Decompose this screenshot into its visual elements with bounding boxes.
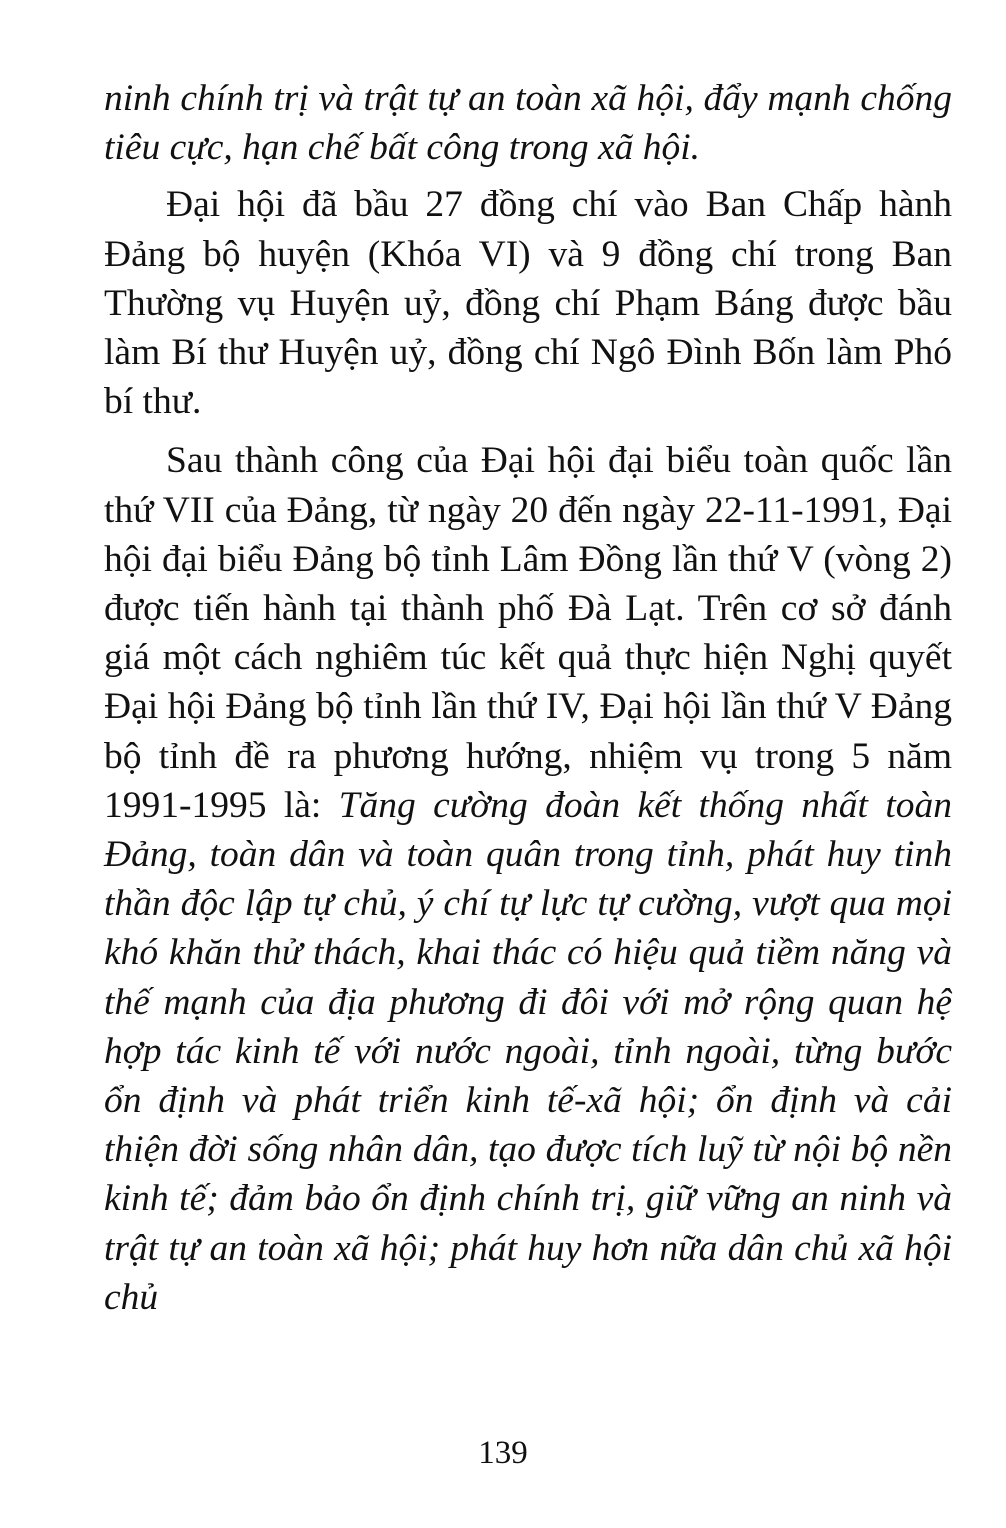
- paragraph-election: Đại hội đã bầu 27 đồng chí vào Ban Chấp hành Đảng bộ huyện (Khóa VI) và 9 đồng chí trong Ban Thường vụ Huyện uỷ, đồng chí Phạm Báng được bầu làm Bí thư Huyện uỷ, đồng chí Ngô Đình Bốn làm Phó bí thư.: [104, 184, 952, 423]
- paragraph-congress-text: Sau thành công của Đại hội đại biểu toàn quốc lần thứ VII của Đảng, từ ngày 20 đến ngày 22-11-1991, Đại hội đại biểu Đảng bộ tỉnh Lâm Đồng lần thứ V (vòng 2) được tiến hành tại thành phố Đà Lạt. Trên cơ sở đánh giá một cách nghiêm túc kết quả thực hiện Nghị quyết Đại hội Đảng bộ tỉnh lần thứ IV, Đại hội lần thứ V Đảng bộ tỉnh đề ra phương hướng, nhiệm vụ trong 5 năm 1991-1995 là:: [104, 440, 952, 826]
- italic-quote: Tăng cường đoàn kết thống nhất toàn Đảng, toàn dân và toàn quân trong tỉnh, phát huy tinh thần độc lập tự chủ, ý chí tự lực tự cường, vượt qua mọi khó khăn thử thách, khai thác có hiệu quả tiềm năng và thế mạnh của địa phương đi đôi với mở rộng quan hệ hợp tác kinh tế với nước ngoài, tỉnh ngoài, từng bước ổn định và phát triển kinh tế-xã hội; ổn định và cải thiện đời sống nhân dân, tạo được tích luỹ từ nội bộ nền kinh tế; đảm bảo ổn định chính trị, giữ vững an ninh và trật tự an toàn xã hội; phát huy hơn nữa dân chủ xã hội chủ: [104, 784, 952, 1318]
- paragraph-continuation: [104, 74, 952, 172]
- body-text: [104, 74, 952, 1322]
- page-number: 139: [478, 1435, 528, 1471]
- paragraph-congress: [104, 436, 952, 1322]
- italic-quote: ninh chính trị và trật tự an toàn xã hội, đẩy mạnh chống tiêu cực, hạn chế bất công trong xã hội.: [104, 78, 952, 169]
